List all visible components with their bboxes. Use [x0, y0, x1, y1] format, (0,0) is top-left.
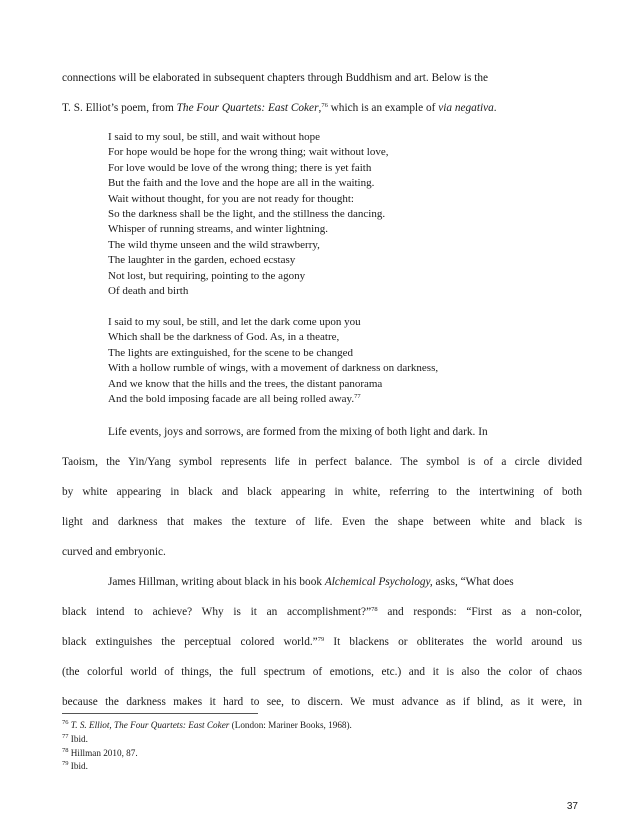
footnote-divider	[62, 713, 258, 714]
poem-line: I said to my soul, be still, and let the dark come upon you	[108, 316, 361, 328]
hillman-line-2: black intend to achieve? Why is it an accomplishment?”$^{78}$ and responds: “First as a non-color,	[62, 606, 582, 618]
poem-line: For love would be love of the wrong thing; there is yet faith	[108, 161, 372, 174]
footnote-ref-77: 77	[354, 393, 361, 401]
poem-line: The laughter in the garden, echoed ecstasy	[108, 254, 296, 267]
footnote-78: $^{78}$ Hillman 2010, 87.	[62, 746, 138, 758]
footnote-ref-78: 78	[371, 606, 378, 613]
poem-line: Of death and birth	[108, 285, 189, 298]
via-negativa-term: via negativa	[438, 102, 494, 114]
poem-line: Wait without thought, for you are not ready for thought:	[108, 192, 354, 205]
page-number: 37	[566, 801, 578, 812]
poem-line: And the bold imposing facade are all being rolled away.$^{77}$	[108, 393, 361, 406]
poem-line: The wild thyme unseen and the wild strawberry,	[108, 238, 320, 251]
poem-line: The lights are extinguished, for the scene to be changed	[108, 346, 353, 359]
footnote-ref-76: 76	[321, 102, 328, 109]
poem-line: Not lost, but requiring, pointing to the agony	[108, 269, 306, 282]
hillman-line-1: James Hillman, writing about black in his book Alchemical Psychology, asks, “What does	[108, 576, 514, 588]
footnote-ref-79: 79	[317, 636, 325, 643]
hillman-line-4: (the colorful world of things, the full spectrum of emotions, etc.) and it is also the color of chaos	[62, 666, 582, 678]
footnote-77: $^{77}$ Ibid.	[62, 732, 88, 744]
poem-line: So the darkness shall be the light, and the stillness the dancing.	[108, 208, 386, 221]
poem-line: For hope would be hope for the wrong thing; wait without love,	[108, 146, 389, 159]
taoism-line-4: light and darkness that makes the texture of life. Even the shape between white and black is	[62, 516, 582, 528]
poem-line: I said to my soul, be still, and wait without hope	[108, 131, 321, 143]
footnote-79: $^{79}$ Ibid.	[62, 760, 88, 772]
poem-line: Whisper of running streams, and winter lightning.	[108, 223, 328, 236]
poem-line: With a hollow rumble of wings, with a movement of darkness on darkness,	[108, 362, 439, 375]
footnote-76: $^{76}$ T. S. Elliot, The Four Quartets: East Coker (London: Mariner Books, 1968).	[62, 719, 352, 730]
book-title: Alchemical Psychology,	[324, 576, 433, 588]
intro-line-2: T. S. Elliot’s poem, from The Four Quartets: East Coker,$^{76}$ which is an example of via negativa.	[62, 102, 497, 114]
taoism-line-5: curved and embryonic.	[62, 546, 166, 558]
poem-line: And we know that the hills and the trees, the distant panorama	[108, 377, 383, 390]
hillman-line-3: black extinguishes the perceptual colored world.”$^{79}$ It blackens or obliterates the world around us	[62, 636, 582, 648]
hillman-line-5: because the darkness makes it hard to see, to discern. We must advance as if blind, as it were, in	[62, 696, 582, 708]
poem-stanza-2	[108, 315, 578, 407]
footnotes	[62, 719, 352, 774]
taoism-line-3: by white appearing in black and black appearing in white, referring to the intertwining of both	[62, 486, 582, 498]
poem-line: But the faith and the love and the hope are all in the waiting.	[108, 177, 375, 190]
taoism-line-1: Life events, joys and sorrows, are formed from the mixing of both light and dark. In	[108, 426, 488, 438]
poem-line: Which shall be the darkness of God. As, in a theatre,	[108, 331, 340, 344]
poem-stanza-1	[108, 130, 578, 299]
poem-source-title: The Four Quartets: East Coker	[176, 102, 319, 114]
intro-line-1: connections will be elaborated in subsequent chapters through Buddhism and art. Below is the	[62, 72, 489, 84]
taoism-line-2: Taoism, the Yin/Yang symbol represents life in perfect balance. The symbol is of a circle divided	[62, 456, 582, 468]
